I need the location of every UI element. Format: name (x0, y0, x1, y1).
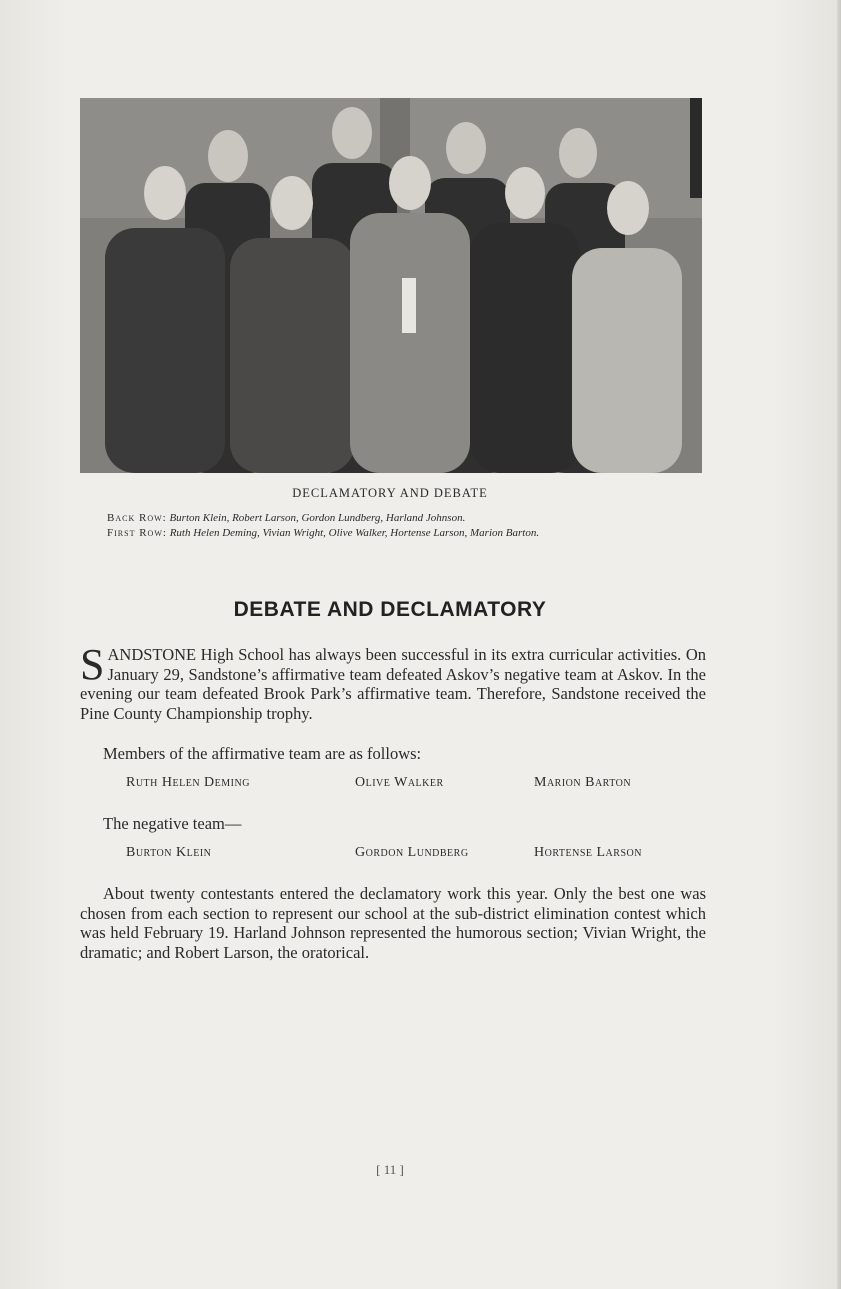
affirmative-member: Ruth Helen Deming (126, 775, 250, 790)
section-heading: DEBATE AND DECLAMATORY (233, 598, 547, 621)
page-edge (837, 0, 841, 1289)
negative-member: Hortense Larson (534, 845, 642, 860)
intro-paragraph-text: ANDSTONE High School has always been successful in its extra curricular activities. On January 29, Sandstone’s affirmative team defeated Askov’s negative team at Askov. In the evening our team defeated Brook Park’s affirmative team. Therefore, Sandstone received the Pine County Championship trophy. (80, 645, 706, 723)
page-number: [ 11 ] (376, 1162, 404, 1177)
affirmative-member: Marion Barton (534, 775, 632, 790)
back-row-caption (107, 512, 465, 524)
team-photo (80, 98, 702, 473)
back-row-names: Burton Klein, Robert Larson, Gordon Lundberg, Harland Johnson. (169, 512, 466, 524)
first-row-caption (107, 527, 539, 539)
drop-cap: S (80, 640, 105, 689)
back-row-label: Back Row: (107, 512, 167, 524)
negative-intro: The negative team— (103, 814, 242, 833)
first-row-label: First Row: (107, 527, 167, 539)
negative-member: Gordon Lundberg (355, 845, 469, 860)
affirmative-member: Olive Walker (355, 775, 444, 790)
declamatory-paragraph: About twenty contestants entered the declamatory work this year. Only the best one was chosen from each section to represent our school at the sub-district elimination contest which was held February 19. Harland Johnson represented the humorous section; Vivian Wright, the dramatic; and Robert Larson, the oratorical. (80, 884, 706, 962)
photo-caption-title: DECLAMATORY AND DEBATE (292, 486, 488, 500)
intro-paragraph (80, 640, 706, 723)
negative-member: Burton Klein (126, 845, 212, 860)
affirmative-intro: Members of the affirmative team are as follows: (103, 744, 422, 763)
first-row-names: Ruth Helen Deming, Vivian Wright, Olive Walker, Hortense Larson, Marion Barton. (169, 527, 540, 539)
